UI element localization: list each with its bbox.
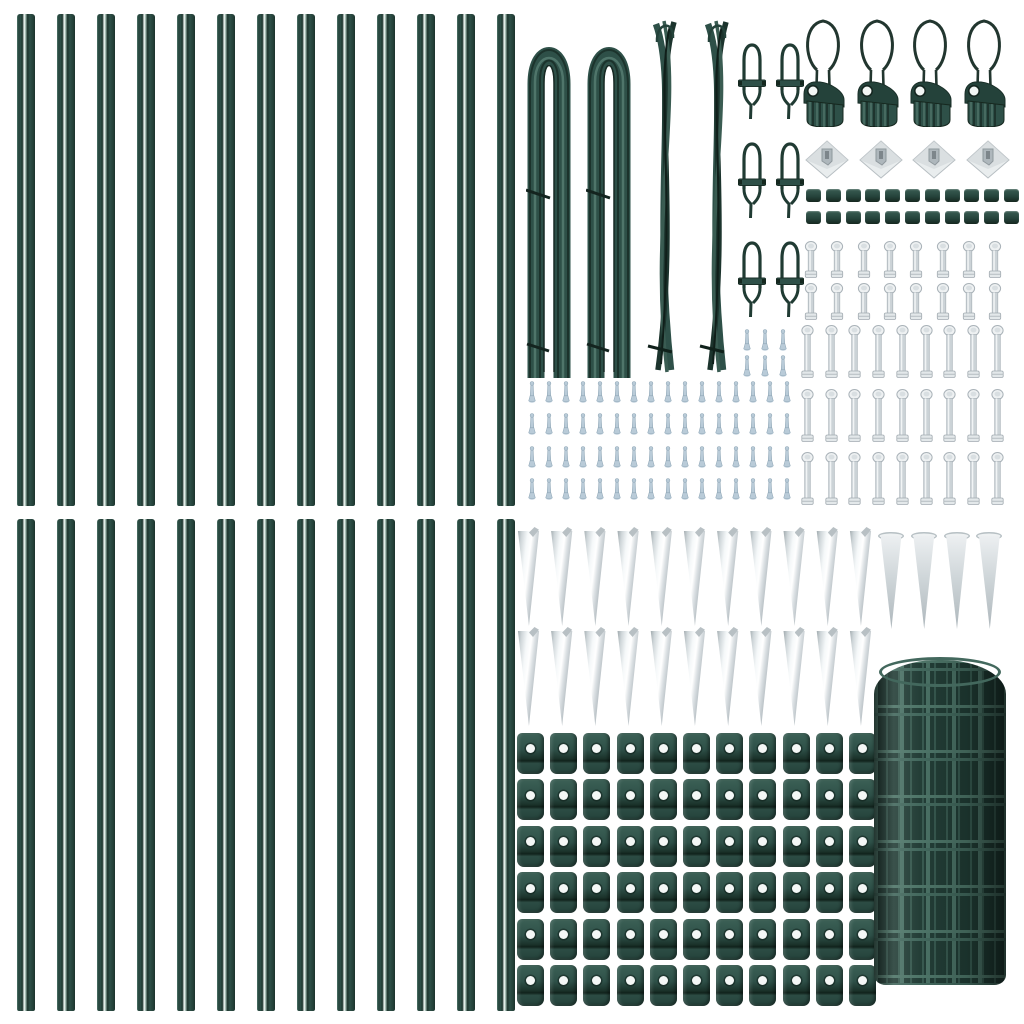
mesh-clip <box>783 872 810 913</box>
wire-coil <box>526 22 572 378</box>
fence-post <box>497 14 515 506</box>
ground-spike <box>783 529 806 626</box>
mesh-clip <box>849 872 876 913</box>
screw <box>595 478 605 500</box>
fixing-clip-small <box>905 211 920 224</box>
screw <box>748 478 758 500</box>
fence-post <box>377 519 395 1011</box>
tension-wire-bundle <box>644 16 686 378</box>
fence-post <box>297 519 315 1011</box>
screw <box>595 446 605 468</box>
fixing-clip-small <box>806 189 821 202</box>
screw <box>595 381 605 403</box>
screw <box>714 381 724 403</box>
bolt-long <box>941 452 958 505</box>
screw <box>748 446 758 468</box>
fence-post <box>97 14 115 506</box>
bolt-short <box>882 283 898 320</box>
screw <box>731 381 741 403</box>
gate-hook-loop <box>855 13 899 89</box>
fixing-clip-small <box>925 189 940 202</box>
mesh-clip <box>650 872 677 913</box>
fence-post <box>297 14 315 506</box>
screw <box>778 355 788 377</box>
mesh-clip <box>683 919 710 960</box>
ground-spike <box>716 529 739 626</box>
screw <box>760 355 770 377</box>
screw <box>578 446 588 468</box>
mesh-clip <box>650 779 677 820</box>
fence-post <box>57 14 75 506</box>
bolt-short <box>961 241 977 278</box>
gate-hook-loop <box>962 13 1006 89</box>
screw <box>742 329 752 351</box>
mesh-clip <box>583 826 610 867</box>
mesh-clip <box>683 826 710 867</box>
ground-spike <box>783 629 806 726</box>
fence-post <box>377 14 395 506</box>
mesh-clip <box>583 919 610 960</box>
fixing-clip-small <box>984 189 999 202</box>
bolt-long <box>965 325 982 378</box>
screw <box>578 413 588 435</box>
fixing-plate <box>858 139 904 179</box>
screw <box>561 478 571 500</box>
tension-hook <box>776 141 804 219</box>
bolt-short <box>856 283 872 320</box>
fixing-clip-small <box>905 189 920 202</box>
mesh-clip <box>617 826 644 867</box>
mesh-clip <box>849 826 876 867</box>
screw <box>680 413 690 435</box>
screw <box>680 478 690 500</box>
mesh-clip <box>816 733 843 774</box>
bolt-short <box>987 241 1003 278</box>
screw <box>697 446 707 468</box>
fixing-clip-small <box>806 211 821 224</box>
wire-coil <box>586 22 632 378</box>
mesh-clip <box>749 872 776 913</box>
screw <box>731 446 741 468</box>
mesh-clip <box>783 733 810 774</box>
ground-spike <box>849 529 872 626</box>
bolt-short <box>829 283 845 320</box>
fence-post <box>337 519 355 1011</box>
ground-spike-front <box>911 532 937 629</box>
bolt-short <box>935 241 951 278</box>
mesh-clip <box>617 733 644 774</box>
screw <box>748 381 758 403</box>
screw <box>782 413 792 435</box>
mesh-clip <box>849 733 876 774</box>
mesh-clip <box>583 779 610 820</box>
fixing-clip-small <box>1004 211 1019 224</box>
screw <box>782 446 792 468</box>
bolt-long <box>846 452 863 505</box>
fence-post <box>177 14 195 506</box>
bolt-short <box>803 283 819 320</box>
fixing-clip-small <box>945 211 960 224</box>
mesh-clip <box>683 965 710 1006</box>
screw <box>731 478 741 500</box>
tension-hook <box>776 240 804 318</box>
screw <box>544 446 554 468</box>
screw <box>663 446 673 468</box>
mesh-clip <box>583 733 610 774</box>
mesh-clip <box>650 919 677 960</box>
bolt-short <box>856 241 872 278</box>
ground-spike-front <box>944 532 970 629</box>
bolt-long <box>918 389 935 442</box>
bolt-long <box>823 389 840 442</box>
screw <box>527 478 537 500</box>
mesh-clip <box>617 965 644 1006</box>
ground-spike <box>683 529 706 626</box>
tension-hook <box>776 42 804 120</box>
fixing-clip-small <box>865 211 880 224</box>
ground-spike <box>550 529 573 626</box>
mesh-clip <box>550 733 577 774</box>
fixing-clip-small <box>846 211 861 224</box>
mesh-clip <box>783 779 810 820</box>
screw <box>544 478 554 500</box>
tension-hook <box>738 240 766 318</box>
mesh-clip <box>816 826 843 867</box>
tension-hook <box>738 42 766 120</box>
tension-hook <box>738 141 766 219</box>
fence-post <box>17 519 35 1011</box>
mesh-clip <box>583 965 610 1006</box>
screw <box>561 446 571 468</box>
ground-spike <box>816 629 839 726</box>
screw <box>782 478 792 500</box>
mesh-clip <box>517 826 544 867</box>
ground-spike <box>617 629 640 726</box>
mesh-clip <box>749 779 776 820</box>
screw <box>714 478 724 500</box>
bolt-long <box>941 389 958 442</box>
mesh-clip <box>783 965 810 1006</box>
bolt-long <box>823 325 840 378</box>
fence-post <box>337 14 355 506</box>
bolt-long <box>918 452 935 505</box>
mesh-clip <box>550 779 577 820</box>
screw <box>527 413 537 435</box>
screw <box>731 413 741 435</box>
screw <box>595 413 605 435</box>
screw <box>629 478 639 500</box>
fixing-clip-small <box>885 211 900 224</box>
mesh-clip <box>517 919 544 960</box>
bolt-long <box>846 325 863 378</box>
ground-spike <box>650 629 673 726</box>
screw <box>629 446 639 468</box>
bolt-short <box>987 283 1003 320</box>
fence-post <box>97 519 115 1011</box>
fence-post <box>177 519 195 1011</box>
ground-spike <box>716 629 739 726</box>
mesh-clip <box>816 919 843 960</box>
mesh-clip <box>816 965 843 1006</box>
mesh-clip <box>683 733 710 774</box>
screw <box>629 413 639 435</box>
screw <box>646 478 656 500</box>
screw <box>629 381 639 403</box>
mesh-clip <box>816 872 843 913</box>
fixing-clip-small <box>984 211 999 224</box>
ground-spike <box>583 629 606 726</box>
fence-post <box>417 519 435 1011</box>
screw <box>544 381 554 403</box>
bolt-short <box>829 241 845 278</box>
screw <box>612 413 622 435</box>
mesh-clip <box>617 919 644 960</box>
fixing-clip-small <box>826 211 841 224</box>
fence-post <box>137 519 155 1011</box>
bolt-long <box>894 389 911 442</box>
mesh-clip <box>816 779 843 820</box>
screw <box>765 478 775 500</box>
mesh-clip <box>517 965 544 1006</box>
post-cap <box>802 79 846 127</box>
fence-post <box>57 519 75 1011</box>
gate-hook-loop <box>908 13 952 89</box>
mesh-clip <box>849 919 876 960</box>
fence-post <box>497 519 515 1011</box>
mesh-clip <box>749 965 776 1006</box>
mesh-clip <box>716 779 743 820</box>
screw <box>612 478 622 500</box>
screw <box>742 355 752 377</box>
bolt-long <box>965 389 982 442</box>
mesh-clip <box>849 965 876 1006</box>
screw <box>561 413 571 435</box>
screw <box>527 446 537 468</box>
fixing-clip-small <box>1004 189 1019 202</box>
screw <box>527 381 537 403</box>
mesh-clip <box>783 826 810 867</box>
screw <box>544 413 554 435</box>
screw <box>663 413 673 435</box>
mesh-clip <box>749 733 776 774</box>
bolt-long <box>918 325 935 378</box>
mesh-clip <box>617 872 644 913</box>
post-cap <box>963 79 1007 127</box>
mesh-clip <box>716 965 743 1006</box>
ground-spike <box>550 629 573 726</box>
fence-post <box>457 14 475 506</box>
bolt-long <box>965 452 982 505</box>
bolt-long <box>870 325 887 378</box>
screw <box>765 413 775 435</box>
mesh-clip <box>550 919 577 960</box>
mesh-clip <box>517 872 544 913</box>
screw <box>765 446 775 468</box>
fixing-clip-small <box>964 189 979 202</box>
screw <box>714 413 724 435</box>
ground-spike <box>583 529 606 626</box>
mesh-clip <box>517 733 544 774</box>
bolt-short <box>935 283 951 320</box>
mesh-clip <box>550 826 577 867</box>
mesh-clip <box>550 965 577 1006</box>
mesh-clip <box>749 826 776 867</box>
fixing-clip-small <box>865 189 880 202</box>
mesh-clip <box>650 826 677 867</box>
fixing-plate <box>911 139 957 179</box>
fixing-clip-small <box>826 189 841 202</box>
screw <box>782 381 792 403</box>
screw <box>646 446 656 468</box>
ground-spike <box>683 629 706 726</box>
screw <box>748 413 758 435</box>
screw <box>663 381 673 403</box>
bolt-long <box>846 389 863 442</box>
bolt-short <box>803 241 819 278</box>
tension-wire-bundle <box>696 16 738 378</box>
mesh-clip <box>716 872 743 913</box>
fence-post <box>257 519 275 1011</box>
screw <box>646 381 656 403</box>
fence-post <box>137 14 155 506</box>
screw <box>578 381 588 403</box>
bolt-short <box>908 241 924 278</box>
mesh-clip <box>849 779 876 820</box>
mesh-clip <box>683 779 710 820</box>
screw <box>663 478 673 500</box>
mesh-clip <box>583 872 610 913</box>
fixing-plate <box>965 139 1011 179</box>
bolt-long <box>799 325 816 378</box>
bolt-short <box>908 283 924 320</box>
screw <box>646 413 656 435</box>
fence-post <box>457 519 475 1011</box>
bolt-long <box>894 452 911 505</box>
bolt-short <box>882 241 898 278</box>
fixing-clip-small <box>945 189 960 202</box>
screw <box>714 446 724 468</box>
screw <box>765 381 775 403</box>
mesh-clip <box>683 872 710 913</box>
screw <box>760 329 770 351</box>
mesh-clip <box>783 919 810 960</box>
bolt-long <box>823 452 840 505</box>
bolt-long <box>989 389 1006 442</box>
fence-post <box>257 14 275 506</box>
ground-spike-front <box>976 532 1002 629</box>
ground-spike <box>749 629 772 726</box>
ground-spike <box>849 629 872 726</box>
fence-post <box>17 14 35 506</box>
ground-spike <box>517 629 540 726</box>
screw <box>612 446 622 468</box>
ground-spike <box>650 529 673 626</box>
post-cap <box>856 79 900 127</box>
fixing-clip-small <box>885 189 900 202</box>
fence-post <box>217 519 235 1011</box>
fixing-clip-small <box>964 211 979 224</box>
ground-spike <box>749 529 772 626</box>
mesh-clip <box>650 965 677 1006</box>
fixing-clip-small <box>925 211 940 224</box>
mesh-clip <box>716 733 743 774</box>
screw <box>697 381 707 403</box>
screw <box>778 329 788 351</box>
screw <box>680 446 690 468</box>
mesh-clip <box>749 919 776 960</box>
ground-spike-front <box>878 532 904 629</box>
bolt-long <box>870 452 887 505</box>
bolt-short <box>961 283 977 320</box>
wire-mesh-roll <box>874 660 1006 985</box>
ground-spike <box>517 529 540 626</box>
mesh-clip <box>716 826 743 867</box>
bolt-long <box>799 452 816 505</box>
bolt-long <box>799 389 816 442</box>
post-cap <box>909 79 953 127</box>
screw <box>680 381 690 403</box>
bolt-long <box>870 389 887 442</box>
screw <box>697 478 707 500</box>
bolt-long <box>989 452 1006 505</box>
screw <box>612 381 622 403</box>
fixing-plate <box>804 139 850 179</box>
screw <box>578 478 588 500</box>
mesh-clip <box>617 779 644 820</box>
ground-spike <box>816 529 839 626</box>
bolt-long <box>894 325 911 378</box>
ground-spike <box>617 529 640 626</box>
fence-post <box>217 14 235 506</box>
fence-post <box>417 14 435 506</box>
mesh-clip <box>550 872 577 913</box>
screw <box>697 413 707 435</box>
bolt-long <box>989 325 1006 378</box>
gate-hook-loop <box>801 13 845 89</box>
mesh-clip <box>716 919 743 960</box>
mesh-clip <box>517 779 544 820</box>
screw <box>561 381 571 403</box>
mesh-clip <box>650 733 677 774</box>
bolt-long <box>941 325 958 378</box>
fixing-clip-small <box>846 189 861 202</box>
